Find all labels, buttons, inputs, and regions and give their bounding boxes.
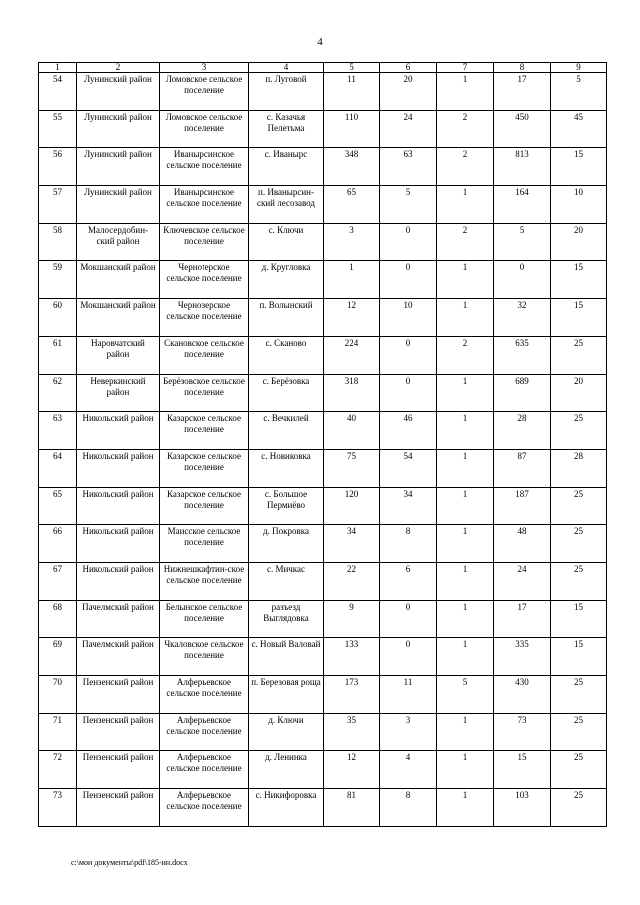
- table-cell: 63: [380, 148, 437, 186]
- table-cell: с. Ключи: [249, 223, 324, 261]
- table-cell: 0: [380, 223, 437, 261]
- table-cell: 10: [551, 186, 607, 224]
- table-cell: 335: [494, 638, 551, 676]
- table-cell: Ломовское сельское поселение: [160, 73, 249, 111]
- table-cell: с. Вечкилей: [249, 412, 324, 450]
- table-cell: Лунинский район: [77, 148, 160, 186]
- table-cell: 24: [494, 562, 551, 600]
- table-cell: 15: [551, 299, 607, 337]
- table-cell: 1: [437, 562, 494, 600]
- table-cell: 1: [437, 449, 494, 487]
- table-cell: 66: [39, 525, 77, 563]
- column-header: 5: [324, 63, 380, 73]
- table-cell: 72: [39, 751, 77, 789]
- table-cell: 3: [324, 223, 380, 261]
- table-cell: 10: [380, 299, 437, 337]
- table-cell: Никольский район: [77, 487, 160, 525]
- column-header: 7: [437, 63, 494, 73]
- table-cell: 87: [494, 449, 551, 487]
- table-cell: 34: [380, 487, 437, 525]
- table-cell: 15: [551, 148, 607, 186]
- table-cell: 54: [39, 73, 77, 111]
- table-cell: 25: [551, 789, 607, 827]
- table-cell: 32: [494, 299, 551, 337]
- table-cell: 35: [324, 713, 380, 751]
- table-cell: д. Ленинка: [249, 751, 324, 789]
- table-cell: Никольский район: [77, 449, 160, 487]
- table-cell: Пачелмский район: [77, 600, 160, 638]
- table-cell: 17: [494, 600, 551, 638]
- table-row: [39, 562, 607, 600]
- table-cell: 173: [324, 676, 380, 714]
- table-cell: 1: [437, 73, 494, 111]
- table-cell: 62: [39, 374, 77, 412]
- table-cell: 15: [494, 751, 551, 789]
- table-row: [39, 600, 607, 638]
- table-cell: 68: [39, 600, 77, 638]
- table-cell: 25: [551, 336, 607, 374]
- table-cell: 1: [437, 751, 494, 789]
- table-cell: 15: [551, 261, 607, 299]
- table-cell: 689: [494, 374, 551, 412]
- table-cell: Пачелмский район: [77, 638, 160, 676]
- table-cell: Белынское сельское поселение: [160, 600, 249, 638]
- table-row: [39, 789, 607, 827]
- table-cell: 2: [437, 336, 494, 374]
- table-cell: 61: [39, 336, 77, 374]
- table-cell: 1: [437, 638, 494, 676]
- table-cell: Алферьевское сельское поселение: [160, 751, 249, 789]
- table-cell: 28: [494, 412, 551, 450]
- table-cell: 69: [39, 638, 77, 676]
- table-row: [39, 73, 607, 111]
- table-cell: с. Никифоровка: [249, 789, 324, 827]
- column-header: 3: [160, 63, 249, 73]
- table-cell: 5: [551, 73, 607, 111]
- table-cell: 12: [324, 751, 380, 789]
- table-cell: 20: [380, 73, 437, 111]
- table-cell: 5: [380, 186, 437, 224]
- table-cell: п. Луговой: [249, 73, 324, 111]
- table-cell: 63: [39, 412, 77, 450]
- table-cell: 11: [324, 73, 380, 111]
- table-cell: д. Кругловка: [249, 261, 324, 299]
- table-cell: 22: [324, 562, 380, 600]
- table-cell: с. Сканово: [249, 336, 324, 374]
- table-cell: с. Большое Пермиёво: [249, 487, 324, 525]
- column-number-row: [39, 63, 607, 73]
- table-cell: Скановское сельское поселение: [160, 336, 249, 374]
- table-cell: 120: [324, 487, 380, 525]
- table-row: [39, 449, 607, 487]
- table-row: [39, 299, 607, 337]
- table-cell: Казарское сельское поселение: [160, 449, 249, 487]
- table-cell: 0: [380, 336, 437, 374]
- table-row: [39, 186, 607, 224]
- table-cell: д. Ключи: [249, 713, 324, 751]
- table-cell: 4: [380, 751, 437, 789]
- table-cell: Пензенский район: [77, 751, 160, 789]
- table-cell: 15: [551, 600, 607, 638]
- table-cell: 635: [494, 336, 551, 374]
- table-cell: 24: [380, 110, 437, 148]
- table-row: [39, 110, 607, 148]
- page-number: 4: [317, 36, 323, 48]
- table-cell: 25: [551, 487, 607, 525]
- table-cell: 0: [380, 374, 437, 412]
- table-cell: Пензенский район: [77, 789, 160, 827]
- table-cell: Никольский район: [77, 525, 160, 563]
- table-cell: 25: [551, 676, 607, 714]
- table-cell: Казарское сельское поселение: [160, 412, 249, 450]
- table-cell: Чкаловское сельское поселение: [160, 638, 249, 676]
- table-row: [39, 261, 607, 299]
- data-table: [38, 62, 607, 827]
- table-cell: Лунинский район: [77, 73, 160, 111]
- table-row: [39, 751, 607, 789]
- table-cell: 0: [494, 261, 551, 299]
- table-cell: 1: [437, 600, 494, 638]
- table-cell: 40: [324, 412, 380, 450]
- table-cell: 430: [494, 676, 551, 714]
- table-cell: 48: [494, 525, 551, 563]
- table-cell: 8: [380, 789, 437, 827]
- table-cell: Чернозерское сельское поселение: [160, 299, 249, 337]
- table-cell: Ломовское сельское поселение: [160, 110, 249, 148]
- table-cell: 25: [551, 713, 607, 751]
- table-cell: 103: [494, 789, 551, 827]
- table-cell: 1: [324, 261, 380, 299]
- table-cell: Пензенский район: [77, 713, 160, 751]
- table-cell: 20: [551, 374, 607, 412]
- column-header: 4: [249, 63, 324, 73]
- table-cell: 58: [39, 223, 77, 261]
- table-cell: 12: [324, 299, 380, 337]
- table-cell: п. Волынский: [249, 299, 324, 337]
- column-header: 9: [551, 63, 607, 73]
- table-cell: 70: [39, 676, 77, 714]
- table-cell: 133: [324, 638, 380, 676]
- table-cell: 110: [324, 110, 380, 148]
- table-cell: 1: [437, 487, 494, 525]
- table-cell: 1: [437, 374, 494, 412]
- table-cell: 60: [39, 299, 77, 337]
- table-cell: Никольский район: [77, 562, 160, 600]
- table-cell: Пензенский район: [77, 676, 160, 714]
- table-cell: 0: [380, 261, 437, 299]
- table-cell: 1: [437, 789, 494, 827]
- table-cell: 318: [324, 374, 380, 412]
- table-cell: 46: [380, 412, 437, 450]
- table-cell: Иванырсинское сельское поселение: [160, 186, 249, 224]
- table-cell: 8: [380, 525, 437, 563]
- table-cell: 9: [324, 600, 380, 638]
- table-cell: с. Новый Валовай: [249, 638, 324, 676]
- table-cell: 1: [437, 713, 494, 751]
- table-cell: Мокшанский район: [77, 299, 160, 337]
- table-cell: с. Новиковка: [249, 449, 324, 487]
- table-row: [39, 336, 607, 374]
- table-cell: 25: [551, 525, 607, 563]
- column-header: 1: [39, 63, 77, 73]
- table-cell: 0: [380, 638, 437, 676]
- table-cell: 55: [39, 110, 77, 148]
- table-cell: 34: [324, 525, 380, 563]
- table-cell: 0: [380, 600, 437, 638]
- table-cell: Маисское сельское поселение: [160, 525, 249, 563]
- table-cell: 17: [494, 73, 551, 111]
- table-cell: 450: [494, 110, 551, 148]
- table-cell: 71: [39, 713, 77, 751]
- table-cell: 2: [437, 148, 494, 186]
- table-cell: 1: [437, 412, 494, 450]
- table-cell: Лунинский район: [77, 110, 160, 148]
- table-cell: 81: [324, 789, 380, 827]
- table-cell: 75: [324, 449, 380, 487]
- table-cell: 20: [551, 223, 607, 261]
- table-row: [39, 487, 607, 525]
- table-cell: 54: [380, 449, 437, 487]
- column-header: 2: [77, 63, 160, 73]
- table-row: [39, 676, 607, 714]
- table-cell: 164: [494, 186, 551, 224]
- table-cell: 64: [39, 449, 77, 487]
- table-cell: 57: [39, 186, 77, 224]
- table-row: [39, 223, 607, 261]
- table-cell: 187: [494, 487, 551, 525]
- table-cell: Неверкинский район: [77, 374, 160, 412]
- table-cell: Берёзовское сельское поселение: [160, 374, 249, 412]
- table-cell: с. Мичкас: [249, 562, 324, 600]
- table-cell: 25: [551, 562, 607, 600]
- table-cell: 15: [551, 638, 607, 676]
- table-cell: 2: [437, 223, 494, 261]
- table-cell: 65: [39, 487, 77, 525]
- table-cell: Никольский район: [77, 412, 160, 450]
- table-cell: 25: [551, 412, 607, 450]
- table-cell: п. Иванырсин-ский лесозавод: [249, 186, 324, 224]
- table-cell: 28: [551, 449, 607, 487]
- table-cell: Наровчатский район: [77, 336, 160, 374]
- table-cell: 5: [437, 676, 494, 714]
- table-cell: 224: [324, 336, 380, 374]
- table-cell: 73: [494, 713, 551, 751]
- table-cell: Нижнешкафтин-ское сельское поселение: [160, 562, 249, 600]
- table-cell: 3: [380, 713, 437, 751]
- table-row: [39, 148, 607, 186]
- table-cell: 1: [437, 261, 494, 299]
- table-cell: Черноזерское сельское поселение: [160, 261, 249, 299]
- table-cell: с. Берёзовка: [249, 374, 324, 412]
- table-cell: 2: [437, 110, 494, 148]
- table-cell: Мокшанский район: [77, 261, 160, 299]
- table-cell: Алферьевское сельское поселение: [160, 713, 249, 751]
- table-cell: д. Покровка: [249, 525, 324, 563]
- table-row: [39, 412, 607, 450]
- table-row: [39, 638, 607, 676]
- table-cell: 67: [39, 562, 77, 600]
- column-header: 6: [380, 63, 437, 73]
- table-cell: 11: [380, 676, 437, 714]
- file-path-footer: c:\мои документы\pdf\185-ин.docx: [71, 858, 188, 867]
- table-cell: с. Казачья Пелетьма: [249, 110, 324, 148]
- table-cell: 5: [494, 223, 551, 261]
- table-cell: Казарское сельское поселение: [160, 487, 249, 525]
- table-row: [39, 525, 607, 563]
- table-cell: Ключевское сельское поселение: [160, 223, 249, 261]
- table-cell: Алферьевское сельское поселение: [160, 676, 249, 714]
- table-cell: 348: [324, 148, 380, 186]
- table-cell: 1: [437, 186, 494, 224]
- table-row: [39, 713, 607, 751]
- table-cell: 25: [551, 751, 607, 789]
- table-cell: с. Иванырс: [249, 148, 324, 186]
- table-cell: 65: [324, 186, 380, 224]
- table-cell: 73: [39, 789, 77, 827]
- table-cell: 1: [437, 525, 494, 563]
- table-row: [39, 374, 607, 412]
- table-cell: 813: [494, 148, 551, 186]
- table-cell: разъезд Выглядовка: [249, 600, 324, 638]
- table-cell: 1: [437, 299, 494, 337]
- column-header: 8: [494, 63, 551, 73]
- table-cell: 56: [39, 148, 77, 186]
- table-cell: Алферьевское сельское поселение: [160, 789, 249, 827]
- table-cell: Иванырсинское сельское поселение: [160, 148, 249, 186]
- table-cell: Лунинский район: [77, 186, 160, 224]
- table-cell: 45: [551, 110, 607, 148]
- table-cell: 59: [39, 261, 77, 299]
- table-cell: 6: [380, 562, 437, 600]
- table-cell: п. Березовая роща: [249, 676, 324, 714]
- table-cell: Малосердобин-ский район: [77, 223, 160, 261]
